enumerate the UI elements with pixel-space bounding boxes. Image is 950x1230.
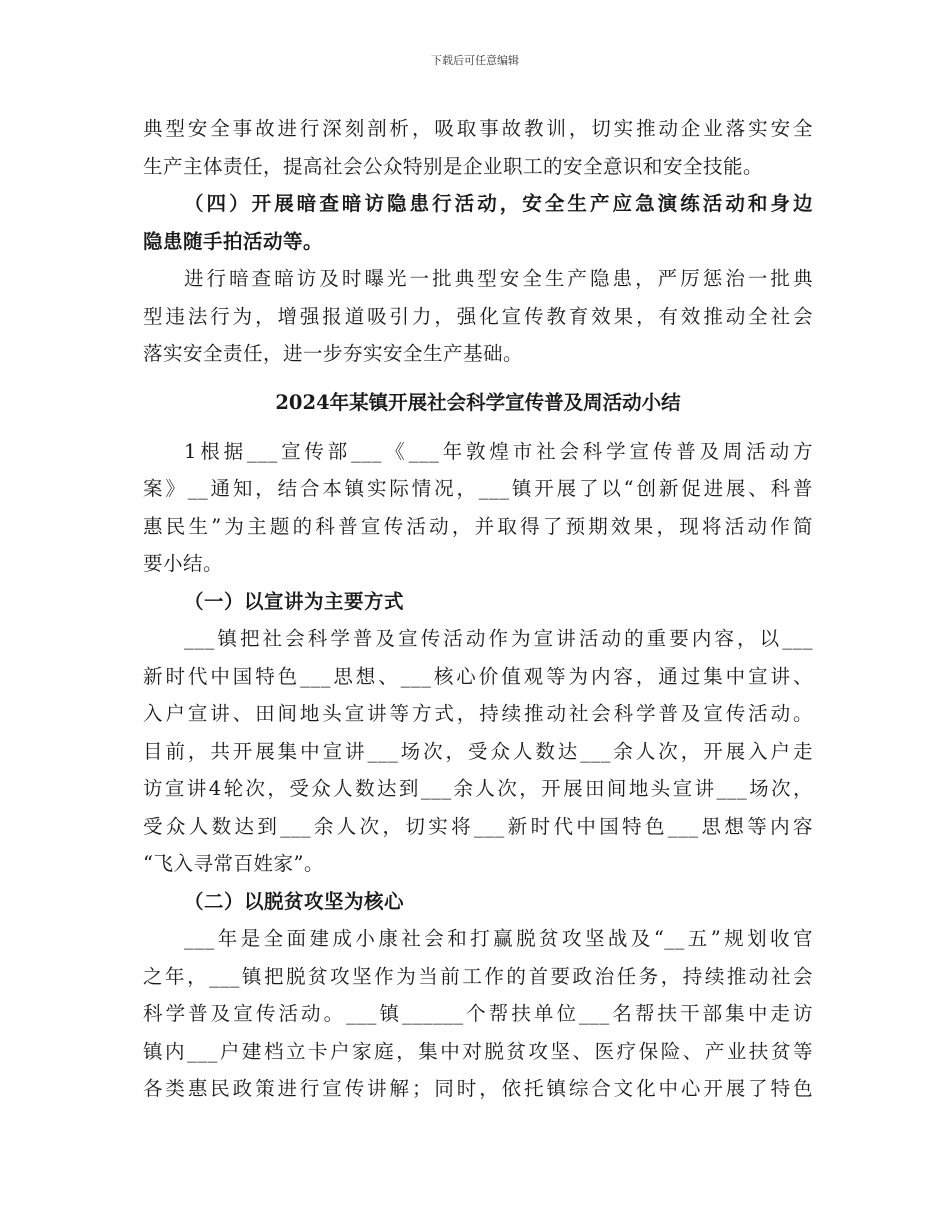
- section-heading: [143, 583, 813, 621]
- text-line: 进行暗查暗访及时曝光一批典型安全生产隐患，严厉惩治一批典: [184, 267, 813, 290]
- text-line: 隐患随手拍活动等。: [143, 229, 324, 253]
- text-line: 访宣讲4轮次，受众人数达到___余人次，开展田间地头宣讲___场次，: [143, 777, 813, 800]
- paragraph: [143, 260, 813, 373]
- text-line: 落实安全责任，进一步夯实安全生产基础。: [143, 342, 524, 365]
- text-line: （二）以脱贫攻坚为核心: [184, 889, 405, 913]
- text-line: ___镇把社会科学普及宣传活动作为宣讲活动的重要内容，以___: [184, 627, 813, 650]
- text-line: 入户宣讲、田间地头宣讲等方式，持续推动社会科学普及宣传活动。: [143, 702, 813, 725]
- text-line: 目前，共开展集中宣讲___场次，受众人数达___余人次，开展入户走: [143, 739, 813, 763]
- text-line: 镇内___户建档立卡户家庭，集中对脱贫攻坚、医疗保险、产业扶贫等: [143, 1039, 813, 1063]
- text-line: 型违法行为，增强报道吸引力，强化宣传教育效果，有效推动全社会: [143, 304, 813, 328]
- text-line: 科学普及宣传活动。___镇______个帮扶单位___名帮扶干部集中走访: [143, 1002, 813, 1025]
- text-line: 1根据___宣传部___《___年敦煌市社会科学宣传普及周活动方: [184, 439, 813, 463]
- paragraph: [143, 110, 813, 185]
- text-line: 之年，___镇把脱贫攻坚作为当前工作的首要政治任务，持续推动社会: [143, 964, 813, 988]
- page-header: 下载后可任意编辑: [431, 54, 519, 67]
- paragraph: [143, 920, 813, 1108]
- paragraph: [143, 433, 813, 583]
- paragraph: [143, 620, 813, 883]
- text-line: （四）开展暗查暗访隐患行活动，安全生产应急演练活动和身边: [184, 192, 813, 215]
- section-heading: [143, 883, 813, 921]
- text-line: 生产主体责任，提高社会公众特别是企业职工的安全意识和安全技能。: [143, 154, 764, 178]
- document-title: 2024年某镇开展社会科学宣传普及周活动小结: [275, 390, 681, 414]
- text-line: 典型安全事故进行深刻剖析，吸取事故教训，切实推动企业落实安全: [143, 117, 813, 140]
- document-body: [143, 110, 813, 1108]
- text-line: “飞入寻常百姓家”。: [143, 852, 324, 875]
- text-line: ___年是全面建成小康社会和打赢脱贫攻坚战及“__五”规划收官: [184, 927, 813, 950]
- text-line: 案》__通知，结合本镇实际情况，___镇开展了以“创新促进展、科普: [143, 477, 813, 500]
- section-heading: [143, 185, 813, 260]
- text-line: 要小结。: [143, 552, 224, 575]
- text-line: （一）以宣讲为主要方式: [184, 589, 405, 613]
- text-line: 受众人数达到___余人次，切实将___新时代中国特色___思想等内容: [143, 814, 813, 838]
- text-line: 新时代中国特色___思想、___核心价值观等为内容，通过集中宣讲、: [143, 664, 813, 688]
- text-line: 惠民生”为主题的科普宣传活动，并取得了预期效果，现将活动作简: [143, 514, 813, 538]
- text-line: 各类惠民政策进行宣传讲解；同时，依托镇综合文化中心开展了特色: [143, 1077, 813, 1100]
